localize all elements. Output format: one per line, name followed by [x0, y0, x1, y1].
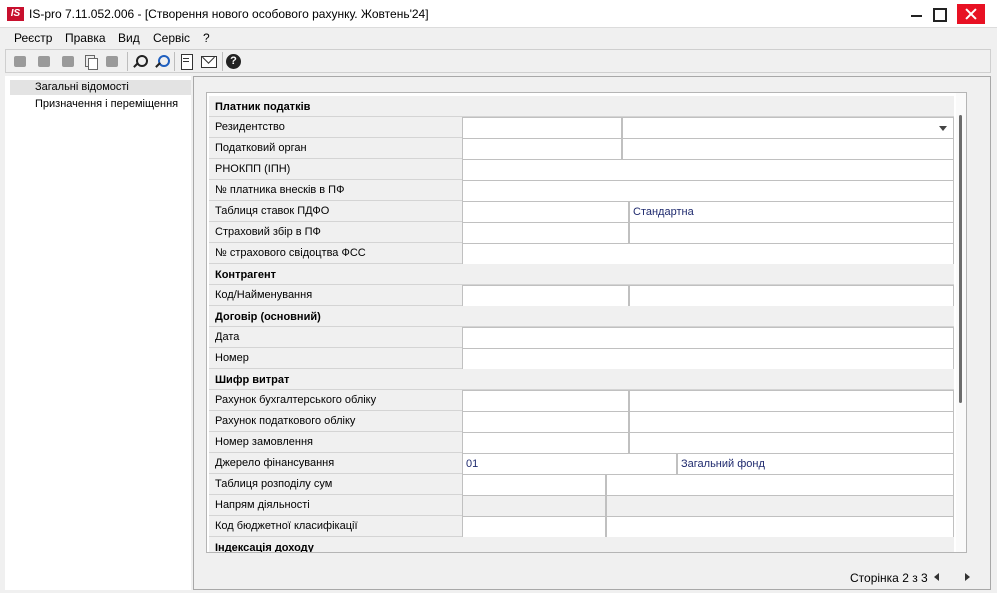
row-distribution-table — [209, 474, 954, 495]
close-button[interactable] — [953, 0, 989, 28]
print-icon[interactable] — [104, 53, 121, 70]
prev-page-icon[interactable] — [934, 573, 939, 581]
content-panel — [193, 76, 991, 590]
row-rnokpp — [209, 159, 954, 180]
section-title: Договір (основний) — [215, 311, 321, 323]
row-tax-office — [209, 138, 954, 159]
nav-item-general[interactable]: Загальні відомості — [10, 80, 191, 95]
field-label: Резидентство — [215, 121, 285, 133]
field-label: № страхового свідоцтва ФСС — [215, 247, 366, 259]
acc-account-name-input[interactable] — [629, 390, 954, 411]
field-label: Номер — [215, 352, 249, 364]
row-order-no — [209, 432, 954, 453]
section-cost-code — [209, 369, 954, 390]
create-icon[interactable] — [12, 53, 29, 70]
toolbar — [5, 49, 991, 73]
residency-code-input[interactable] — [462, 117, 622, 138]
budget-name-input[interactable] — [606, 516, 954, 537]
section-title: Платник податків — [215, 101, 311, 113]
field-label: Рахунок бухгалтерського обліку — [215, 394, 377, 406]
edit-glyph — [38, 56, 50, 67]
tax-office-code-input[interactable] — [462, 138, 622, 159]
toolbar-separator — [174, 52, 175, 71]
activity-code-input — [462, 495, 606, 516]
title-bar — [0, 0, 997, 28]
counterparty-name-input[interactable] — [629, 285, 954, 306]
tax-account-name-input[interactable] — [629, 411, 954, 432]
section-taxpayer — [209, 96, 954, 117]
print-glyph — [106, 56, 118, 67]
menu-registry[interactable]: Реєстр — [14, 31, 53, 45]
field-label: Номер замовлення — [215, 436, 313, 448]
row-fss-cert — [209, 243, 954, 264]
delete-glyph — [62, 56, 74, 67]
field-label: Таблиця розподілу сум — [215, 478, 333, 490]
menu-bar — [0, 28, 997, 48]
tax-account-code-input[interactable] — [462, 411, 629, 432]
find-next-icon[interactable] — [153, 53, 170, 70]
field-label: Напрям діяльності — [215, 499, 310, 511]
row-activity — [209, 495, 954, 516]
fss-cert-input[interactable] — [462, 243, 954, 264]
field-label: Податковий орган — [215, 142, 307, 154]
field-label: Таблиця ставок ПДФО — [215, 205, 330, 217]
activity-name-input — [606, 495, 954, 516]
field-label: № платника внесків в ПФ — [215, 184, 345, 196]
pf-fee-code-input[interactable] — [462, 222, 629, 243]
row-funding-source — [209, 453, 954, 474]
pf-payer-input[interactable] — [462, 180, 954, 201]
field-label: Джерело фінансування — [215, 457, 335, 469]
help-icon: ? — [226, 54, 241, 69]
copy-icon[interactable] — [82, 53, 99, 70]
vertical-scrollbar[interactable] — [956, 93, 967, 553]
scrollbar-thumb[interactable] — [959, 115, 962, 403]
tax-office-name-input[interactable] — [622, 138, 954, 159]
contract-number-input[interactable] — [462, 348, 954, 369]
create-glyph — [14, 56, 26, 67]
acc-account-code-input[interactable] — [462, 390, 629, 411]
menu-view[interactable]: Вид — [118, 31, 140, 45]
section-title: Шифр витрат — [215, 374, 290, 386]
distribution-code-input[interactable] — [462, 474, 606, 495]
row-residency — [209, 117, 954, 138]
row-pdfo-table — [209, 201, 954, 222]
status-bar — [194, 566, 990, 590]
document-icon[interactable] — [178, 53, 195, 70]
menu-edit[interactable]: Правка — [65, 31, 106, 45]
nav-item-assignments[interactable]: Призначення і переміщення — [35, 98, 179, 110]
pdfo-code-input[interactable] — [462, 201, 629, 222]
residency-select[interactable] — [622, 117, 954, 138]
field-label: Код/Найменування — [215, 289, 313, 301]
distribution-name-input[interactable] — [606, 474, 954, 495]
row-pf-fee — [209, 222, 954, 243]
edit-icon[interactable] — [36, 53, 53, 70]
maximize-icon[interactable] — [925, 0, 955, 28]
toolbar-separator — [127, 52, 128, 71]
help-button[interactable] — [225, 53, 242, 70]
counterparty-code-input[interactable] — [462, 285, 629, 306]
section-counterparty — [209, 264, 954, 285]
order-name-input[interactable] — [629, 432, 954, 453]
close-icon[interactable] — [957, 4, 985, 24]
pf-fee-name-input[interactable] — [629, 222, 954, 243]
window-title: IS-pro 7.11.052.006 - [Створення нового особового рахунку. Жовтень'24] — [29, 7, 429, 21]
search-icon[interactable] — [131, 53, 148, 70]
row-budget-code — [209, 516, 954, 537]
next-page-icon[interactable] — [965, 573, 970, 581]
menu-help[interactable]: ? — [203, 31, 210, 45]
chevron-down-icon[interactable] — [939, 126, 947, 131]
delete-icon[interactable] — [60, 53, 77, 70]
funding-code-value: 01 — [466, 458, 479, 470]
toolbar-separator — [222, 52, 223, 71]
page-indicator: Сторінка 2 з 3 — [850, 571, 928, 585]
funding-name-value: Загальний фонд — [681, 458, 765, 470]
section-contract — [209, 306, 954, 327]
row-tax-account — [209, 411, 954, 432]
field-label: Страховий збір в ПФ — [215, 226, 321, 238]
menu-service[interactable]: Сервіс — [153, 31, 191, 45]
field-label: Код бюджетної класифікації — [215, 520, 358, 532]
mail-icon[interactable] — [200, 53, 217, 70]
field-label: Рахунок податкового обліку — [215, 415, 356, 427]
order-code-input[interactable] — [462, 432, 629, 453]
section-title: Індексація доходу — [215, 542, 314, 553]
app-logo-icon: IS — [7, 7, 24, 21]
rnokpp-input[interactable] — [462, 159, 954, 180]
section-title: Контрагент — [215, 269, 277, 281]
row-acc-account — [209, 390, 954, 411]
pdfo-name-value: Стандартна — [633, 206, 694, 218]
pdfo-name-input[interactable] — [629, 201, 954, 222]
row-pf-payer — [209, 180, 954, 201]
form-area — [206, 92, 967, 553]
section-indexation — [209, 537, 954, 553]
budget-code-input[interactable] — [462, 516, 606, 537]
row-code-name — [209, 285, 954, 306]
contract-date-input[interactable] — [462, 327, 954, 348]
funding-code-input[interactable] — [462, 453, 677, 474]
funding-name-input[interactable] — [677, 453, 954, 474]
field-label: Дата — [215, 331, 240, 343]
row-number — [209, 348, 954, 369]
field-label: РНОКПП (ІПН) — [215, 163, 291, 175]
row-date — [209, 327, 954, 348]
nav-panel — [5, 76, 191, 590]
